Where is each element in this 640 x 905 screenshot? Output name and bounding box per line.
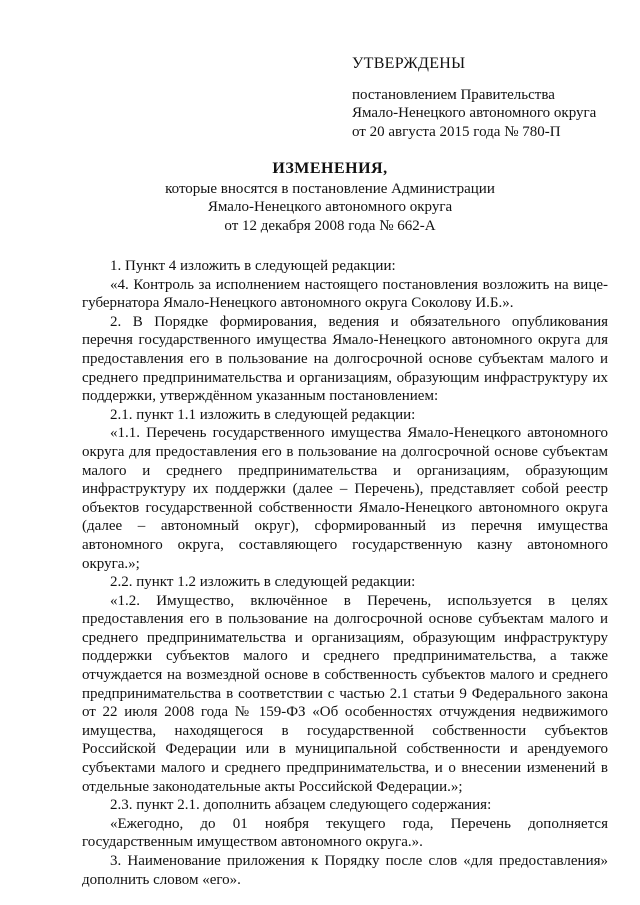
paragraph: 2.1. пункт 1.1 изложить в следующей редакции: [110,406,416,423]
document-title-block [70,160,590,235]
paragraph: 2.3. пункт 2.1. дополнить абзацем следующего содержания: [110,797,492,814]
paragraph: «Ежегодно, до 01 ноября текущего года, Перечень дополняется государственным имуществом автономного округа.». [82,815,608,851]
document-body [82,257,608,889]
paragraph: «1.2. Имущество, включённое в Перечень, используется в целях предоставления его в пользование на долгосрочной основе субъектам малого и среднего предпринимательства и организациям, образующим инфраструктуру поддержки субъектов малого и среднего предпринимательства, а также отчуждается на возмездной основе в собственность субъектов малого и среднего предпринимательства в соответствии с частью 2.1 статьи 9 Федерального закона от 22 июля 2008 года № 159-ФЗ «Об особенностях отчуждения недвижимого имущества, находящегося в государственной собственности субъектов Российской Федерации или в муниципальной собственности и арендуемого субъектами малого и среднего предпринимательства, и о внесении изменений в отдельные законодательные акты Российской Федерации.»; [82,592,608,795]
document-title: ИЗМЕНЕНИЯ, [272,160,388,177]
approval-heading: УТВЕРЖДЕНЫ [352,55,466,72]
title-subline: Ямало-Ненецкого автономного округа [207,199,453,216]
paragraph: «1.1. Перечень государственного имущества Ямало-Ненецкого автономного округа для предоставления его в пользование на долгосрочной основе субъектам малого и среднего предпринимательства и организациям, образующим инфраструктуру их поддержки (далее – Перечень), представляет собой реестр объектов государственной собственности Ямало-Ненецкого автономного округа (далее – автономный округ), сформированный из перечня имущества автономного округа, составляющего государственную казну автономного округа.»; [82,425,608,572]
approval-line: постановлением Правительства [352,86,555,103]
approval-block [352,55,622,141]
paragraph: 2.2. пункт 1.2 изложить в следующей редакции: [110,574,416,591]
title-subline: которые вносятся в постановление Администрации [165,180,495,197]
paragraph: 1. Пункт 4 изложить в следующей редакции: [110,258,396,274]
title-subline: от 12 декабря 2008 года № 662-А [224,217,436,234]
paragraph: «4. Контроль за исполнением настоящего постановления возложить на вице-губернатора Ямало-Ненецкого автономного округа Соколову И.Б.». [82,276,608,312]
paragraph: 2. В Порядке формирования, ведения и обязательного опубликования перечня государственного имущества Ямало-Ненецкого автономного округа для предоставления его в пользование на долгосрочной основе субъектам малого и среднего предпринимательства и организациям, образующим инфраструктуру их поддержки, утверждённом указанным постановлением: [82,313,608,405]
approval-line: от 20 августа 2015 года № 780-П [352,123,561,140]
approval-line: Ямало-Ненецкого автономного округа [352,105,597,122]
paragraph: 3. Наименование приложения к Порядку после слов «для предоставления» дополнить словом «его». [82,853,608,888]
